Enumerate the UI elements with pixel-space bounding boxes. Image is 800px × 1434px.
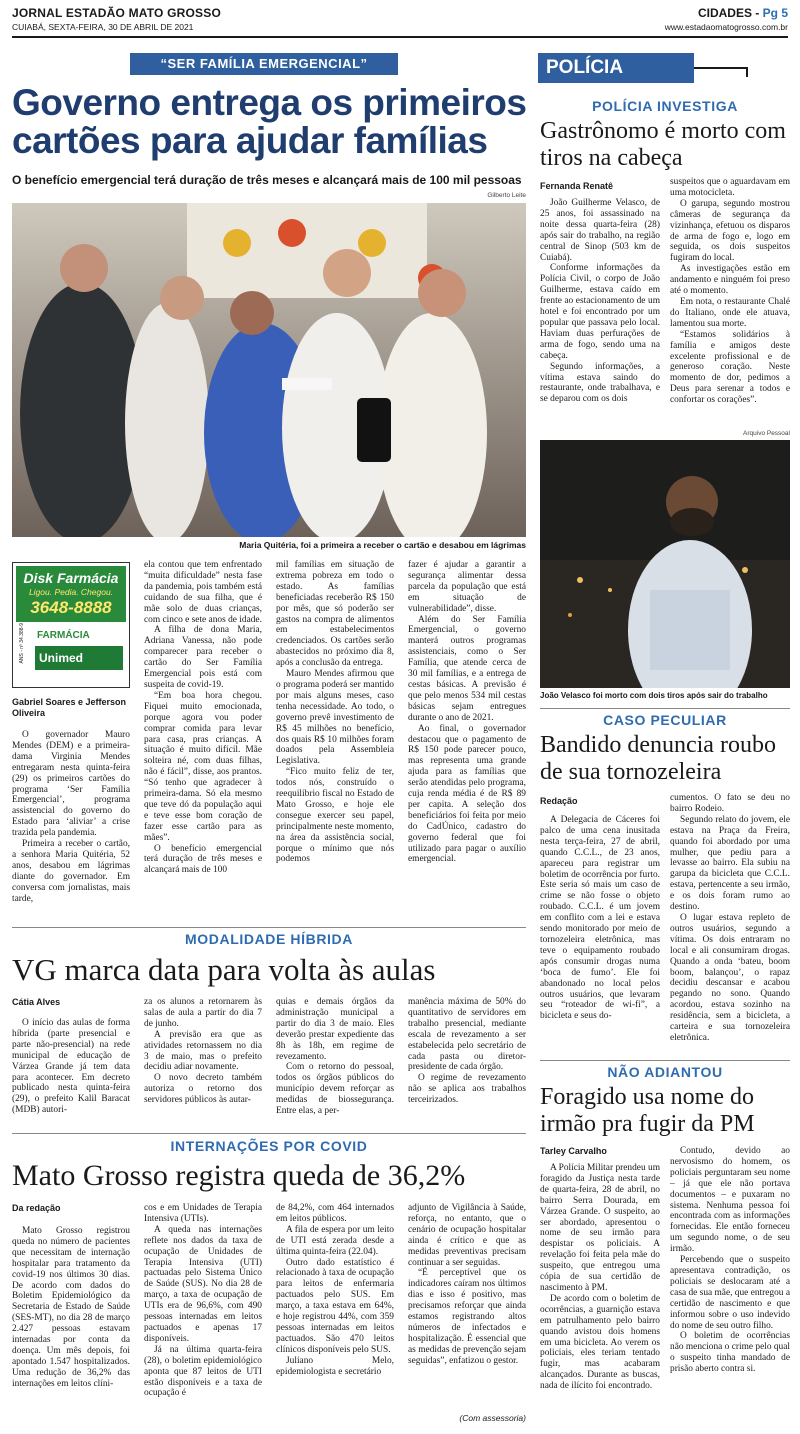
lead-col2-p2: A filha de dona Maria, Adriana Vanessa, não pode comparecer para receber o cartão do Ser Família Emergencial pois está com suspeita de covid-19. xyxy=(144,625,262,690)
covid-byline: Da redação xyxy=(12,1203,61,1213)
story1-col1-p3: Segundo informações, a vítima estava saindo do restaurante, onde trabalhava, e se deparou com os dois xyxy=(540,361,660,405)
story1-photo-image xyxy=(540,440,790,688)
vg-col3-p2: Com o retorno do pessoal, todos os órgãos públicos do município devem reforçar as medidas de biossegurança. Entre elas, a per- xyxy=(276,1062,394,1117)
story1-col-2 xyxy=(670,177,790,406)
story1-col1-p1: João Guilherme Velasco, de 25 anos, foi assassinado na noite dessa quarta-feira (28) após sair do trabalho, na região central de Sinop (503 km de Cuiabá). xyxy=(540,198,660,263)
lead-photo-credit: Gilberto Leite xyxy=(487,192,526,199)
lead-photo-caption: Maria Quitéria, foi a primeira a receber o cartão e desabou em lágrimas xyxy=(239,540,526,550)
story3-col-1 xyxy=(540,1163,660,1392)
story1-headline: Gastrônomo é morto com tiros na cabeça xyxy=(540,118,786,171)
story2-col2-p3: O lugar estava repleto de outros usuários, segundo a vítima. Os dois entraram no local e ali consumiram drogas. Quando a onda ‘bateu, boom boom, balançou’, o rapaz decidiu descansar e acabou pegando no sono. Quando acordou, estava sozinho na residência, sem a bicicleta, a carteira e sua tornozeleira eletrônica. xyxy=(670,912,790,1043)
story1-col2-p5: “Estamos solidários à família e amigos deste excelente profissional e de generoso coração. Neste momento de dor, pedimos a Deus para serenar a todos e confortar os corações”. xyxy=(670,329,790,406)
covid-col-1 xyxy=(12,1226,130,1390)
story3-byline: Tarley Carvalho xyxy=(540,1146,607,1156)
story1-col-1 xyxy=(540,198,660,405)
lead-col2-p1: ela contou que tem enfrentado “muita dificuldade” nesta fase da pandemia, pois também está cuidando de sua filha, que é mãe solo de duas crianças, com cinco e sete anos de idade. xyxy=(144,560,262,625)
story1-kicker: POLÍCIA INVESTIGA xyxy=(592,98,738,114)
vg-col-2 xyxy=(144,997,262,1106)
lead-byline: Gabriel Soares e Jefferson Oliveira xyxy=(12,697,127,718)
lead-photo xyxy=(12,203,526,537)
lead-col4-p1: fazer é ajudar a garantir a segurança alimentar dessa parcela da população que está em situação de vulnerabilidade”, disse. xyxy=(408,560,526,614)
story1-col2-p3: As investigações estão em andamento e ninguém foi preso até o momento. xyxy=(670,264,790,297)
story2-col2-p2: Segundo relato do jovem, ele estava na Praça da Freira, quando foi abordado por uma mulher, que pediu para a levasse ao bairro. Ela subiu na garupa da bicicleta que C.C.L. estava, pertencente a seu irmão, e os dois foram rumo ao destino. xyxy=(670,814,790,913)
masthead-rule xyxy=(12,36,788,38)
lead-kicker: “SER FAMÍLIA EMERGENCIAL” xyxy=(130,53,398,75)
section-name: CIDADES - xyxy=(697,6,760,20)
covid-col3-p1: de 84,2%, com 464 internados em leitos públicos. xyxy=(276,1203,394,1224)
covid-col2-p3: Já na última quarta-feira (28), o boletim epidemiológico aponta que 87 leitos de UTI estão disponíveis e a taxa de ocupação é xyxy=(144,1344,262,1399)
story1-col2-p1: suspeitos que o aguardavam em uma motocicleta. xyxy=(670,177,790,198)
story2-col-2 xyxy=(670,793,790,1044)
covid-col3-p4: Juliano Melo, epidemiologista e secretário xyxy=(276,1355,394,1377)
story3-col2-p3: O boletim de ocorrências não menciona o crime pelo qual o suspeito tinha mandado de prisão aberto contra si. xyxy=(670,1331,791,1375)
lead-col-2 xyxy=(144,560,262,876)
covid-col2-p2: A queda nas internações reflete nos dados da taxa de ocupação de Unidades de Terapia Intensiva (UTI) pactuadas pelo Sistema Único de Saúde (SUS). No dia 28 de março, a taxa de ocupação de UTIs era de 96,6%, com 490 pessoas internadas em leitos pactuados e apenas 17 disponíveis. xyxy=(144,1224,262,1344)
policia-section-tick xyxy=(746,67,748,77)
vg-col2-p3: O novo decreto também autoriza o retorno dos servidores públicos às autar- xyxy=(144,1073,262,1106)
vg-col3-p1: quias e demais órgãos da administração municipal a partir do dia 3 de maio. Eles deverão prestar expediente das 8h às 18h, em regime de revezamento. xyxy=(276,997,394,1062)
vg-col2-p2: A previsão era que as atividades retornassem no dia 3 de maio, mas o prefeito decidiu adiar novamente. xyxy=(144,1029,262,1073)
vg-col-3 xyxy=(276,997,394,1117)
section-label xyxy=(665,6,788,20)
lead-col3-p3: “Fico muito feliz de ter, todos nós, construído o reequilíbrio fiscal no Estado de Mato Grosso, e hoje ele consegue exercer seu papel, principalmente neste momento, na área da assistência social, porque o mínimo que nós podemos xyxy=(276,767,394,865)
lead-col4-p3: Ao final, o governador destacou que o pagamento de R$ 150 pode parecer pouco, mas representa uma grande ajuda para as famílias que serão atendidas pelo programa, cuja renda média é de R$ 89 per capita. A seleção dos beneficiários foi feita por meio do CadÚnico, cadastro do governo federal que foi utilizado para pagar o auxílio emergencial. xyxy=(408,723,526,865)
story3-col1-p1: A Polícia Militar prendeu um foragido da Justiça nesta tarde de quarta-feira, 28 de abril, no bairro Serra Dourada, em Várzea Grande. O suspeito, ao ser abordado, apresentou o nome de seu irmão para despistar os policiais. A revelação foi feita pela mãe do suspeito, que entregou uma cópia de sua certidão de nascimento à PM. xyxy=(540,1163,660,1293)
story3-col1-p2: De acordo com o boletim de ocorrências, a guarnição estava em patrulhamento pelo bairro quando avistou dois homens em uma bicicleta. Ao verem os policiais, eles teriam tentado fugir, mas acabaram alcançados. Durante as buscas, nada de ilícito foi encontrado. xyxy=(540,1293,660,1392)
story2-col2-p1: cumentos. O fato se deu no bairro Rodeio. xyxy=(670,793,790,814)
story1-col1-p2: Conforme informações da Polícia Civil, o corpo de João Guilherme, estava caído em frente ao estacionamento de um hotel e foi encontrado por um popular que passava pelo local. Haviam duas perfurações de arma de fogo, sendo uma na cabeça. xyxy=(540,263,660,361)
covid-col1-p1: Mato Grosso registrou queda no número de pacientes que necessitam de internação hospitalar para tratamento da covid-19 nos últimos 30 dias. De acordo com dados do Boletim Epidemiológico da Secretaria de Estado de Saúde (SES-MT), no dia 28 de março 2.427 pessoas estavam internadas por conta da doença. Um mês depois, foi apontado 1.547 hospitalizados. Uma redução de 36,2% das internações em leitos clíni- xyxy=(12,1226,130,1389)
story3-col-2 xyxy=(670,1146,790,1375)
masthead-right xyxy=(665,6,788,32)
vg-top-rule xyxy=(12,927,526,928)
covid-col3-p3: Outro dado estatístico é relacionado à taxa de ocupação para leitos de enfermaria pactuados pelo SUS. Em março, a taxa estava em 64%, e hoje registrou 44%, com 359 pessoas internadas em leitos pactuados. São 470 leitos clínicos disponíveis pelo SUS. xyxy=(276,1257,394,1355)
ad-slogan: Ligou. Pedia. Chegou. xyxy=(28,587,114,597)
ad-label: FARMÁCIA xyxy=(37,630,90,641)
lead-headline: Governo entrega os primeiros cartões para ajudar famílias xyxy=(12,82,527,161)
story3-col2-p2: Percebendo que o suspeito apresentava contradição, os policiais se deslocaram até a casa de sua mãe, que entregou a certidão de nascimento e que informou sobre o uso indevido do nome de seu outro filho. xyxy=(670,1255,790,1331)
paper-name: JORNAL ESTADÃO MATO GROSSO xyxy=(12,6,221,20)
story1-col2-p2: O garupa, segundo mostrou câmeras de segurança da vizinhança, efetuou os disparos de arma de fogo e, logo em seguida, os dois suspeitos fugiram do local. xyxy=(670,198,790,264)
vg-headline: VG marca data para volta às aulas xyxy=(12,952,436,987)
vg-byline: Cátia Alves xyxy=(12,997,61,1007)
covid-top-rule xyxy=(12,1133,526,1134)
covid-col2-p1: cos e em Unidades de Terapia Intensiva (UTIs). xyxy=(144,1203,262,1224)
lead-photo-image xyxy=(12,203,526,537)
site-url[interactable]: www.estadaomatogrosso.com.br xyxy=(664,22,788,32)
vg-col2-p1: za os alunos a retornarem às salas de aula a partir do dia 7 de junho. xyxy=(144,997,262,1029)
covid-col4-p1: adjunto de Vigilância à Saúde, reforça, no entanto, que o cenário de ocupação hospitalar ainda é crítico e que as medidas preventivas precisam continuar a ser seguidas. xyxy=(408,1203,526,1268)
ad-phone: 3648-8888 xyxy=(30,598,112,617)
covid-col-2 xyxy=(144,1203,262,1399)
lead-col-3 xyxy=(276,560,394,865)
vg-col-4 xyxy=(408,997,526,1106)
ad-top-panel xyxy=(16,566,126,622)
covid-kicker: INTERNAÇÕES POR COVID xyxy=(170,1138,368,1154)
covid-signoff: (Com assessoria) xyxy=(459,1413,526,1423)
ad-network: Unimed xyxy=(39,651,84,665)
lead-col3-p2: Mauro Mendes afirmou que o programa poderá ser mantido por mais alguns meses, caso tenha necessidade. Ao todo, o governo prevê investimento de R$ 45 milhões no benefício, dos quais R$ 10 milhões foram doados pela Assembleia Legislativa. xyxy=(276,669,394,767)
story1-photo-credit: Arquivo Pessoal xyxy=(743,430,790,437)
story3-col2-p1: Contudo, devido ao nervosismo do homem, os policiais perguntaram seu nome – já que ele não portava documentos – e puxaram no sistema. Nenhuma pessoa foi encontrada com as informações fornecidas. Ele então forneceu um segundo nome, o de seu irmão. xyxy=(670,1146,790,1255)
masthead-left xyxy=(12,6,221,32)
story2-top-rule xyxy=(540,708,790,709)
story2-kicker: CASO PECULIAR xyxy=(603,712,727,728)
lead-col1-p1: O governador Mauro Mendes (DEM) e a primeira-dama Virginia Mendes entregaram nesta quinta-feira (29) os primeiros cartões do programa ‘Ser Família Emergencial’, programa assistencial do governo do Estado para ‘aliviar’ a crise trazida pela pandemia. xyxy=(12,730,130,839)
ad-brand: Disk Farmácia xyxy=(23,570,119,586)
lead-col-1 xyxy=(12,730,130,905)
vg-col1-p1: O início das aulas de forma híbrida (parte presencial e parte não-presencial) na rede municipal de educação de Várzea Grande já tem data para acontecer. Em decreto publicado nesta quinta-feira (29), o prefeito Kalil Baracat (MDB) autori- xyxy=(12,1018,130,1116)
story3-headline: Foragido usa nome do irmão pra fugir da PM xyxy=(540,1084,755,1137)
story2-col-1 xyxy=(540,815,660,1022)
story2-col1-p1: A Delegacia de Cáceres foi palco de uma cena inusitada nesta terça-feira, 27 de abril, quando C.C.L., de 23 anos, apareceu para registrar um boletim de ocorrência por furto. Este seria só mais um caso de crime se não fosse o objeto roubado. C.C.L. é um jovem em conflito com a lei e estava sendo monitorado por meio de tornozeleira eletrônica, mas teve o equipamento roubado após consumir drogas numa ‘boca de fumo’. Ele foi abandonado no local pelos outros usuários, que levaram seu “roteador de wi-fi”, a bicicleta e seus do- xyxy=(540,815,660,1022)
dateline: CUIABÁ, SEXTA-FEIRA, 30 DE ABRIL DE 2021 xyxy=(12,22,194,32)
story2-byline: Redação xyxy=(540,796,578,806)
page-number: Pg 5 xyxy=(762,6,788,20)
vg-col4-p1: manência máxima de 50% do quantitativo de servidores em trabalho presencial, mediante escala de revezamento a ser estabelecida pelo secretário de cada pasta ou diretor-presidente de cada órgão. xyxy=(408,997,526,1073)
story3-kicker: NÃO ADIANTOU xyxy=(607,1064,723,1080)
lead-col3-p1: mil famílias em situação de extrema pobreza em todo o estado. As famílias beneficiadas receberão R$ 150 por mês, que só poderão ser gastos na compra de alimentos em estabelecimentos credenciados. Os cartões serão abastecidos no próximo dia 8, após a conclusão da entrega. xyxy=(276,560,394,669)
lead-col-4 xyxy=(408,560,526,865)
lead-col2-p4: O benefício emergencial terá duração de três meses e alcançará mais de 100 xyxy=(144,843,262,876)
story1-photo-caption: João Velasco foi morto com dois tiros após sair do trabalho xyxy=(540,691,768,700)
lead-col4-p2: Além do Ser Família Emergencial, o governo manterá outros programas assistenciais, como o Ser Família, que atende cerca de 30 mil famílias, e a entrega de cestas básicas. A previsão é que pelo menos 534 mil cestas básicas sejam entregues durante o ano de 2021. xyxy=(408,614,526,723)
covid-col4-p2: “É perceptível que os indicadores caíram nos últimos dias e isso é positivo, mas precisamos reforçar que ainda estamos registrando altos números de infectados e hospitalização. É essencial que as medidas de prevenção sejam seguidas”, enfatizou o gestor. xyxy=(408,1268,526,1366)
vg-col4-p2: O regime de revezamento não se aplica aos trabalhos terceirizados. xyxy=(408,1073,526,1106)
covid-col3-p2: A fila de espera por um leito de UTI está zerada desde a última quinta-feira (22.04). xyxy=(276,1224,394,1257)
policia-section-tag: POLÍCIA xyxy=(538,53,694,83)
story1-byline: Fernanda Renatê xyxy=(540,181,614,191)
story1-photo xyxy=(540,440,790,688)
policia-section-rule xyxy=(694,67,747,69)
story2-headline: Bandido denuncia roubo de sua tornozeleira xyxy=(540,732,776,785)
story3-top-rule xyxy=(540,1060,790,1061)
story1-col2-p4: Em nota, o restaurante Chalé do Italiano, onde ele atuava, lamentou sua morte. xyxy=(670,296,790,329)
lead-subheadline: O benefício emergencial terá duração de três meses e alcançará mais de 100 mil pessoas xyxy=(12,173,522,187)
covid-col-4 xyxy=(408,1203,526,1367)
covid-headline: Mato Grosso registra queda de 36,2% xyxy=(12,1159,466,1192)
unimed-logo xyxy=(35,646,123,670)
pharmacy-ad[interactable] xyxy=(12,562,130,688)
lead-col1-p2: Primeira a receber o cartão, a senhora Maria Quitéria, 52 anos, desabou em lágrimas diante do governador. Em conversa com jornalistas, mais tarde, xyxy=(12,839,130,904)
ad-ans: ANS - nº 34.388-9 xyxy=(19,623,25,664)
lead-col2-p3: “Em boa hora chegou. Fiquei muito emocionada, porque agora vou poder comprar comida para levar para casa, pras crianças. A situação é muito difícil. Mãe solteira né, com duas filhas, não é fácil”, disse, aos prantos. “Só tenho que agradecer à primeira-dama. Só ela mesmo que teve dó da população aqui e teve esse bom coração de fazer esse cartão para as mães”. xyxy=(144,690,262,843)
covid-col-3 xyxy=(276,1203,394,1378)
vg-col-1 xyxy=(12,1018,130,1116)
vg-kicker: MODALIDADE HÍBRIDA xyxy=(185,931,353,947)
